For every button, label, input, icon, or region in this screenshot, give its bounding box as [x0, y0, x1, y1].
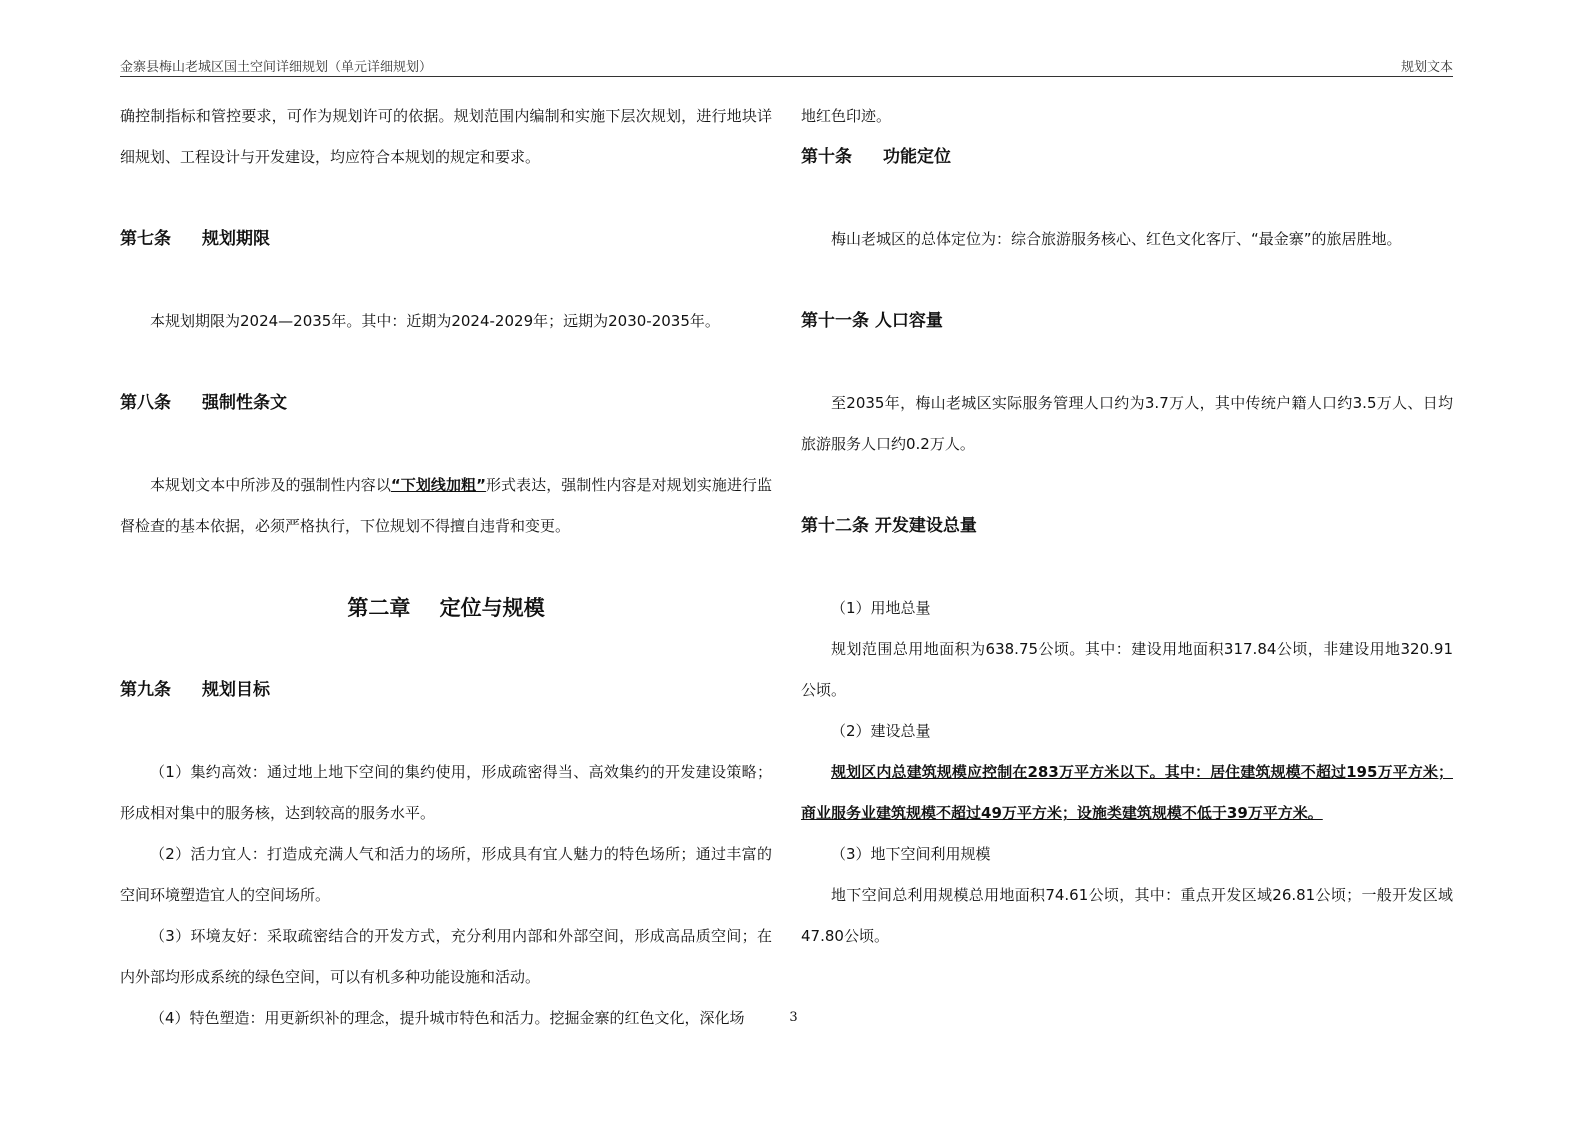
article-12-sub-3-text: 地下空间总利用规模总用地面积74.61公顷，其中：重点开发区域26.81公顷；一般开发区域47.80公顷。 [801, 886, 1453, 945]
article-12-sub-2-text: 规划区内总建筑规模应控制在283万平方米以下。其中：居住建筑规模不超过195万平方米；商业服务业建筑规模不超过49万平方米；设施类建筑规模不低于39万平方米。 [801, 763, 1453, 822]
article-8-title: 强制性条文 [202, 393, 287, 413]
article-11-title: 人口容量 [874, 311, 943, 331]
article-12-heading [801, 506, 1453, 547]
article-9-title: 规划目标 [202, 680, 270, 700]
article-12-sub-2: （2）建设总量 [831, 722, 931, 740]
right-column [801, 96, 1453, 957]
article-8-number: 第八条 [120, 393, 171, 413]
article-12-sub-3: （3）地下空间利用规模 [831, 845, 991, 863]
header-section-label: 规划文本 [1400, 60, 1453, 75]
article-11-number: 第十一条 [801, 311, 869, 331]
article-8-emphasis: “下划线加粗” [390, 476, 486, 494]
article-12-title: 开发建设总量 [874, 516, 977, 536]
left-column [120, 96, 772, 1039]
article-12-sub-1-text: 规划范围总用地面积为638.75公顷。其中：建设用地面积317.84公顷，非建设用地320.91公顷。 [801, 640, 1453, 699]
article-10-text: 梅山老城区的总体定位为：综合旅游服务核心、红色文化客厅、“最金寨”的旅居胜地。 [831, 230, 1402, 248]
article-8-text-part2: 形式表达，强制性内容是对规划实施进行监督检查的基本依据，必须严格执行，下位规划不得擅自违背和变更。 [120, 476, 772, 535]
article-9-heading [120, 670, 772, 711]
intro-paragraph: 确控制指标和管控要求，可作为规划许可的依据。规划范围内编制和实施下层次规划，进行地块详细规划、工程设计与开发建设，均应符合本规划的规定和要求。 [120, 107, 772, 166]
header-document-title: 金寨县梅山老城区国土空间详细规划（单元详细规划） [120, 60, 433, 75]
article-9-item-2: （2）活力宜人：打造成充满人气和活力的场所，形成具有宜人魅力的特色场所；通过丰富的空间环境塑造宜人的空间场所。 [120, 845, 772, 904]
article-7-heading [120, 219, 772, 260]
article-7-number: 第七条 [120, 229, 171, 249]
article-9-item-1: （1）集约高效：通过地上地下空间的集约使用，形成疏密得当、高效集约的开发建设策略；形成相对集中的服务核，达到较高的服务水平。 [120, 763, 772, 822]
article-7-text: 本规划期限为2024—2035年。其中：近期为2024-2029年；远期为2030-2035年。 [150, 312, 720, 330]
article-11-text: 至2035年，梅山老城区实际服务管理人口约为3.7万人，其中传统户籍人口约3.5万人、日均旅游服务人口约0.2万人。 [801, 394, 1453, 453]
article-8-text-part1: 本规划文本中所涉及的强制性内容以 [150, 476, 391, 494]
article-12-sub-1: （1）用地总量 [831, 599, 931, 617]
article-9-item-3: （3）环境友好：采取疏密结合的开发方式，充分利用内部和外部空间，形成高品质空间；在内外部均形成系统的绿色空间，可以有机多种功能设施和活动。 [120, 927, 772, 986]
article-8-text [120, 465, 772, 547]
article-9-item-4: （4）特色塑造：用更新织补的理念，提升城市特色和活力。挖掘金寨的红色文化，深化场 [150, 1009, 745, 1027]
continued-paragraph: 地红色印迹。 [801, 107, 892, 125]
article-11-heading [801, 301, 1453, 342]
article-12-number: 第十二条 [801, 516, 869, 536]
article-10-number: 第十条 [801, 147, 852, 167]
article-7-title: 规划期限 [202, 229, 270, 249]
article-10-heading [801, 137, 1453, 178]
article-8-heading [120, 383, 772, 424]
page-header [120, 56, 1453, 77]
page-number: 3 [789, 1010, 798, 1025]
article-9-number: 第九条 [120, 680, 171, 700]
chapter-2-title: 第二章 定位与规模 [347, 596, 545, 620]
article-10-title: 功能定位 [883, 147, 951, 167]
